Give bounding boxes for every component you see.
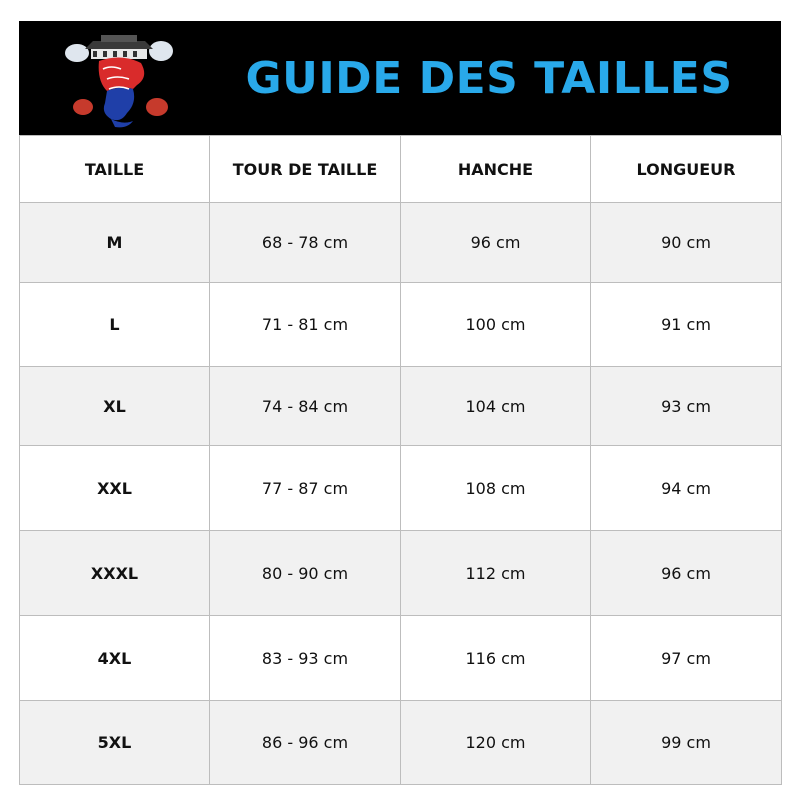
hip-cell: 100 cm xyxy=(401,283,591,367)
size-table xyxy=(19,135,782,785)
size-cell: 5XL xyxy=(20,701,210,785)
waist-cell: 77 - 87 cm xyxy=(210,446,401,531)
hip-cell: 104 cm xyxy=(401,367,591,446)
table-header-row xyxy=(20,136,782,203)
korean-pagoda-emblem-icon xyxy=(63,27,175,131)
table-row xyxy=(20,367,782,446)
waist-cell: 86 - 96 cm xyxy=(210,701,401,785)
length-cell: 94 cm xyxy=(591,446,782,531)
length-cell: 97 cm xyxy=(591,616,782,701)
size-cell: M xyxy=(20,203,210,283)
length-cell: 93 cm xyxy=(591,367,782,446)
table-row xyxy=(20,701,782,785)
hip-cell: 108 cm xyxy=(401,446,591,531)
header-tour-de-taille: TOUR DE TAILLE xyxy=(210,136,401,203)
table-row xyxy=(20,446,782,531)
table-row xyxy=(20,203,782,283)
hip-cell: 112 cm xyxy=(401,531,591,616)
header-banner xyxy=(19,21,781,135)
length-cell: 96 cm xyxy=(591,531,782,616)
length-cell: 91 cm xyxy=(591,283,782,367)
hip-cell: 116 cm xyxy=(401,616,591,701)
length-cell: 99 cm xyxy=(591,701,782,785)
hip-cell: 96 cm xyxy=(401,203,591,283)
waist-cell: 74 - 84 cm xyxy=(210,367,401,446)
size-cell: L xyxy=(20,283,210,367)
waist-cell: 71 - 81 cm xyxy=(210,283,401,367)
size-cell: 4XL xyxy=(20,616,210,701)
table-row xyxy=(20,616,782,701)
table-row xyxy=(20,283,782,367)
page-title: GUIDE DES TAILLES xyxy=(245,52,733,104)
waist-cell: 83 - 93 cm xyxy=(210,616,401,701)
size-cell: XXXL xyxy=(20,531,210,616)
waist-cell: 68 - 78 cm xyxy=(210,203,401,283)
size-guide xyxy=(19,21,781,785)
header-hanche: HANCHE xyxy=(401,136,591,203)
length-cell: 90 cm xyxy=(591,203,782,283)
size-cell: XL xyxy=(20,367,210,446)
hip-cell: 120 cm xyxy=(401,701,591,785)
table-row xyxy=(20,531,782,616)
header-taille: TAILLE xyxy=(20,136,210,203)
size-cell: XXL xyxy=(20,446,210,531)
header-longueur: LONGUEUR xyxy=(591,136,782,203)
waist-cell: 80 - 90 cm xyxy=(210,531,401,616)
